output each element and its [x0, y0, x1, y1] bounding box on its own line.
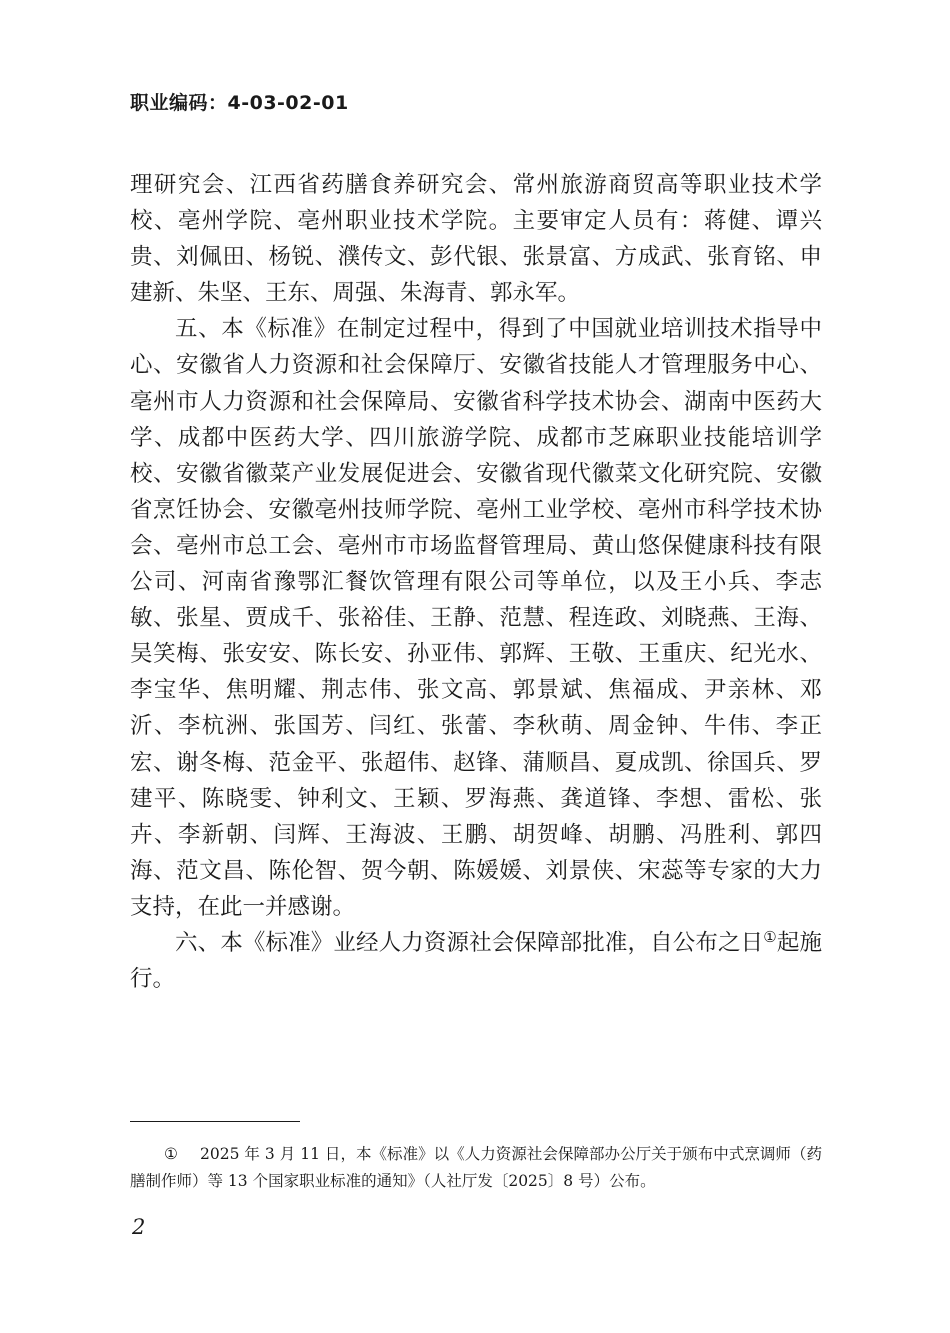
footnote-marker: ①	[164, 1145, 178, 1163]
footnote-text: 2025 年 3 月 11 日，本《标准》以《人力资源社会保障部办公厅关于颁布中式烹调师（药膳制作师）等 13 个国家职业标准的通知》（人社厅发〔2025〕8 号）公布。	[130, 1145, 822, 1190]
paragraph-five: 五、本《标准》在制定过程中，得到了中国就业培训技术指导中心、安徽省人力资源和社会保障厅、安徽省技能人才管理服务中心、亳州市人力资源和社会保障局、安徽省科学技术协会、湖南中医药大学、成都中医药大学、四川旅游学院、成都市芝麻职业技能培训学校、安徽省徽菜产业发展促进会、安徽省现代徽菜文化研究院、安徽省烹饪协会、安徽亳州技师学院、亳州工业学校、亳州市科学技术协会、亳州市总工会、亳州市市场监督管理局、黄山悠保健康科技有限公司、河南省豫鄂汇餐饮管理有限公司等单位，以及王小兵、李志敏、张星、贾成千、张裕佳、王静、范慧、程连政、刘晓燕、王海、吴笑梅、张安安、陈长安、孙亚伟、郭辉、王敬、王重庆、纪光水、李宝华、焦明耀、荆志伟、张文高、郭景斌、焦福成、尹亲林、邓沂、李杭洲、张国芳、闫红、张蕾、李秋萌、周金钟、牛伟、李正宏、谢冬梅、范金平、张超伟、赵锋、蒲顺昌、夏成凯、徐国兵、罗建平、陈晓雯、钟利文、王颖、罗海燕、龚道锋、李想、雷松、张卉、李新朝、闫辉、王海波、王鹏、胡贺峰、胡鹏、冯胜利、郭四海、范文昌、陈伦智、贺今朝、陈媛媛、刘景侠、宋蕊等专家的大力支持，在此一并感谢。	[130, 316, 822, 920]
main-text	[130, 167, 822, 997]
occupation-code-header: 职业编码：4-03-02-01	[130, 92, 349, 114]
paragraph-six-text: 六、本《标准》业经人力资源社会保障部批准，自公布之日	[175, 929, 764, 956]
footnote-divider	[130, 1121, 300, 1122]
paragraph-six-text-end: 起施行。	[130, 929, 822, 993]
page-number: 2	[132, 1215, 146, 1239]
paragraph-six	[130, 925, 822, 997]
paragraph-continued: 理研究会、江西省药膳食养研究会、常州旅游商贸高等职业技术学校、亳州学院、亳州职业技术学院。主要审定人员有：蒋健、谭兴贵、刘佩田、杨锐、濮传文、彭代银、张景富、方成武、张育铭、申建新、朱坚、王东、周强、朱海青、郭永军。	[130, 172, 822, 307]
footnote	[130, 1141, 822, 1195]
footnote-reference[interactable]: ①	[763, 927, 777, 946]
